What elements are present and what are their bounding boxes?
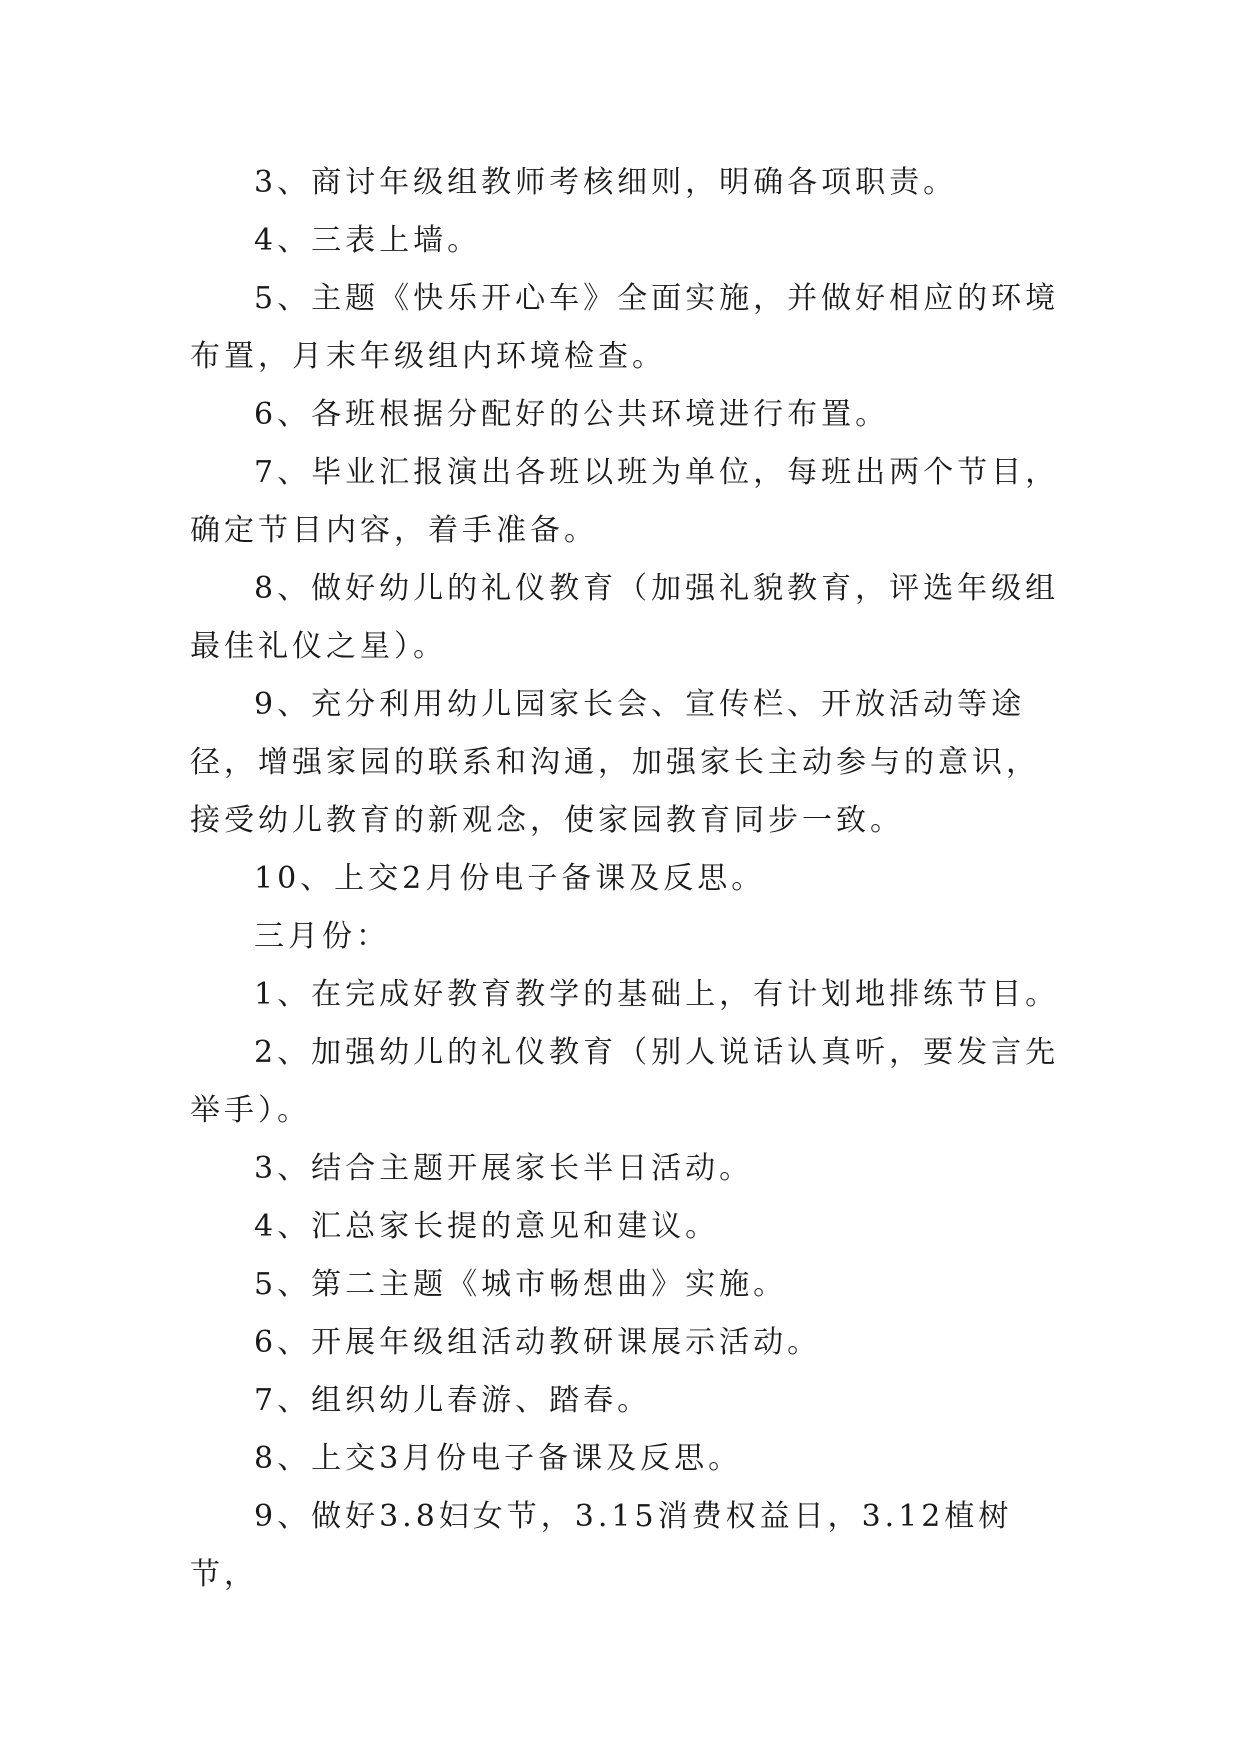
paragraph: 9、做好3.8妇女节，3.15消费权益日，3.12植树节， xyxy=(190,1499,1013,1592)
paragraph: 7、组织幼儿春游、踏春。 xyxy=(254,1383,652,1418)
paragraph: 5、主题《快乐开心车》全面实施，并做好相应的环境布置，月末年级组内环境检查。 xyxy=(190,281,1060,374)
paragraph: 10、上交2月份电子备课及反思。 xyxy=(254,861,766,896)
paragraph: 4、三表上墙。 xyxy=(254,223,482,258)
paragraph: 8、上交3月份电子备课及反思。 xyxy=(254,1441,743,1476)
paragraph: 6、开展年级组活动教研课展示活动。 xyxy=(254,1325,822,1360)
paragraph: 4、汇总家长提的意见和建议。 xyxy=(254,1209,720,1244)
paragraph: 7、毕业汇报演出各班以班为单位，每班出两个节目，确定节目内容，着手准备。 xyxy=(190,455,1060,548)
paragraph: 9、充分利用幼儿园家长会、宣传栏、开放活动等途径，增强家园的联系和沟通，加强家长主动参与的意识，接受幼儿教育的新观念，使家园教育同步一致。 xyxy=(190,687,1040,838)
paragraph: 3、结合主题开展家长半日活动。 xyxy=(254,1151,754,1186)
paragraph: 6、各班根据分配好的公共环境进行布置。 xyxy=(254,397,890,432)
paragraph: 2、加强幼儿的礼仪教育（别人说话认真听，要发言先举手）。 xyxy=(190,1035,1060,1128)
section-heading: 三月份： xyxy=(254,919,390,954)
paragraph: 5、第二主题《城市畅想曲》实施。 xyxy=(254,1267,788,1302)
paragraph: 1、在完成好教育教学的基础上，有计划地排练节目。 xyxy=(254,977,1060,1012)
paragraph: 8、做好幼儿的礼仪教育（加强礼貌教育，评选年级组最佳礼仪之星）。 xyxy=(190,571,1060,664)
document-body xyxy=(190,154,1070,1604)
paragraph: 3、商讨年级组教师考核细则，明确各项职责。 xyxy=(254,165,958,200)
